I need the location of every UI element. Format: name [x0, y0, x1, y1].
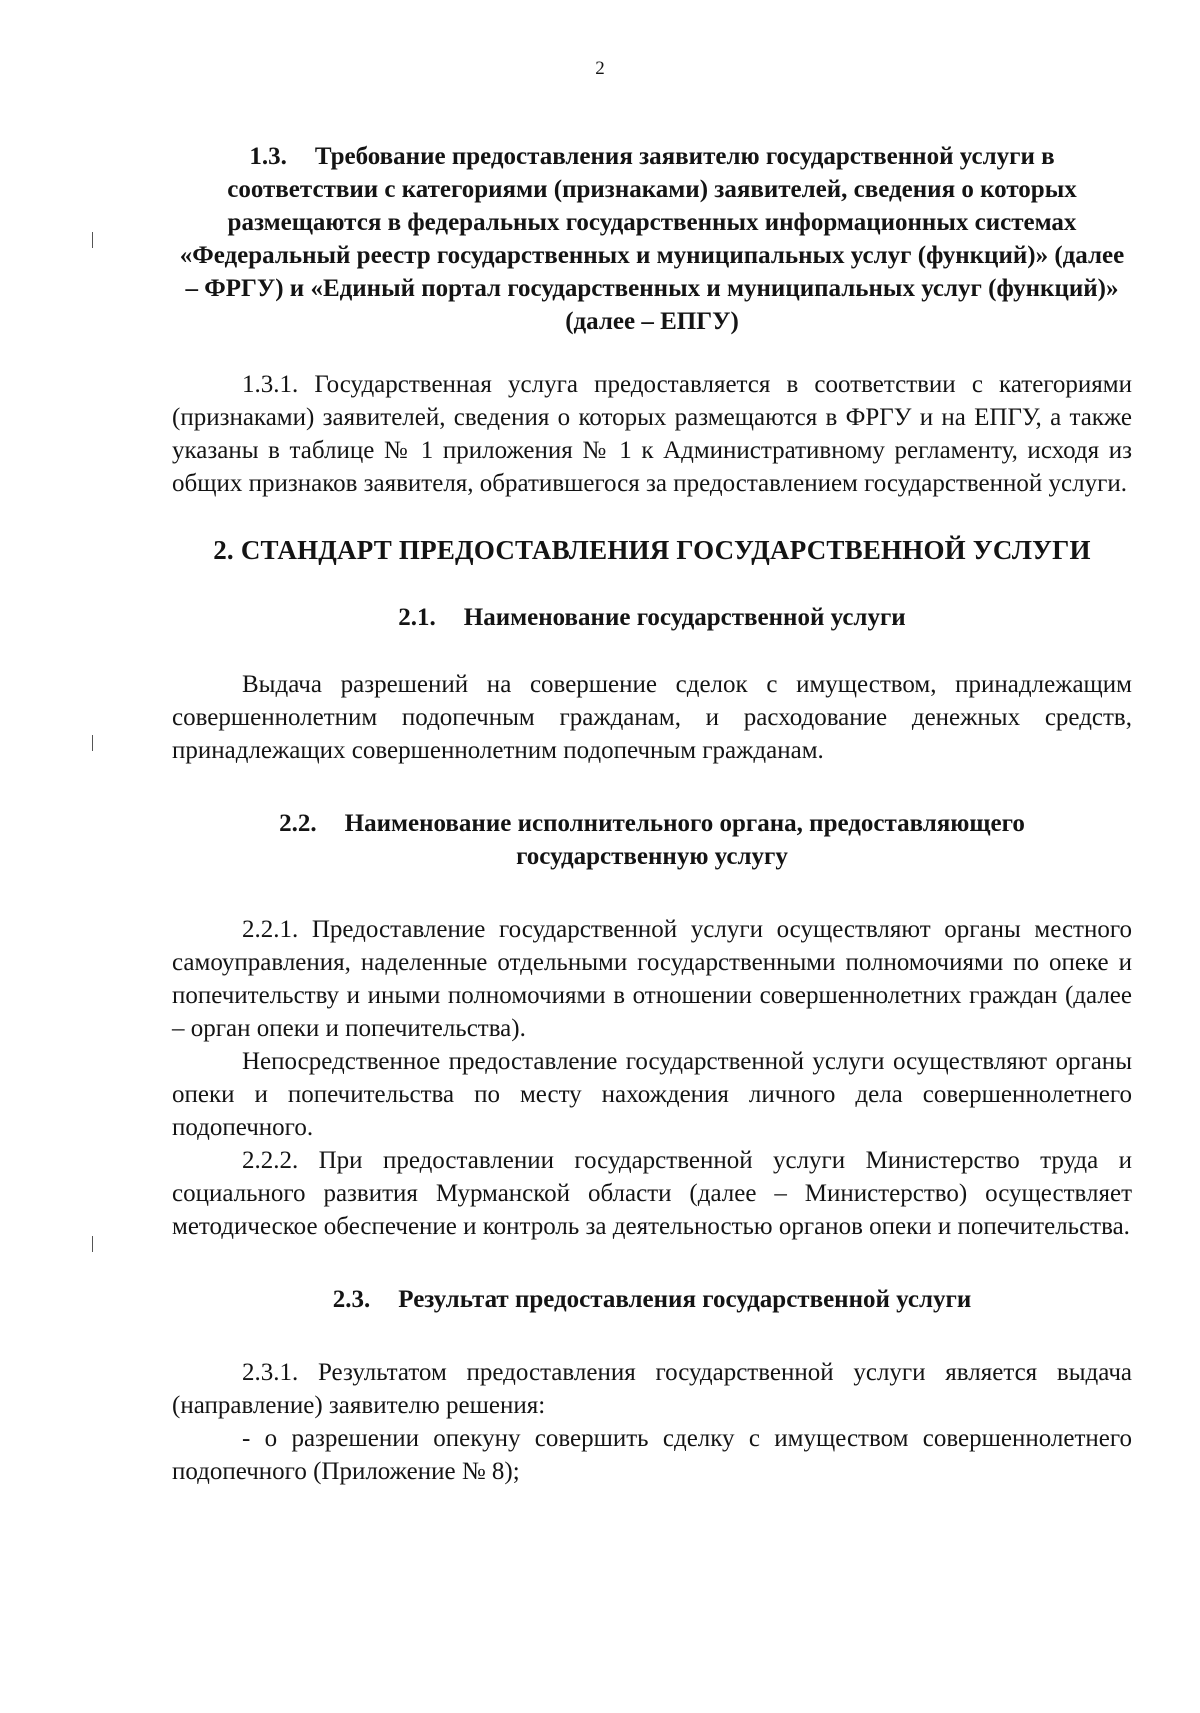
paragraph-2-3-1: 2.3.1. Результатом предоставления государственной услуги является выдача (направление) заявителю решения: [172, 1359, 1132, 1419]
paragraph-1-3-1: 1.3.1. Государственная услуга предоставляется в соответствии с категориями (признаками) заявителей, сведения о которых размещаются в ФРГУ и на ЕПГУ, а также указаны в таблице № 1 приложения № 1 к Административному регламенту, исходя из общих признаков заявителя, обратившегося за предоставлением государственной услуги. [172, 371, 1132, 497]
heading-1-3 [172, 140, 1132, 338]
document-body [172, 140, 1132, 1488]
heading-number: 2.2. [279, 810, 317, 837]
paragraph-2-2-1-b: Непосредственное предоставление государственной услуги осуществляют органы опеки и попечительства по месту нахождения личного дела совершеннолетнего подопечного. [172, 1048, 1132, 1141]
paragraph-2-1: Выдача разрешений на совершение сделок с имуществом, принадлежащим совершеннолетним подопечным гражданам, и расходование денежных средств, принадлежащих совершеннолетним подопечным гражданам. [172, 671, 1132, 764]
heading-title: Результат предоставления государственной услуги [398, 1286, 972, 1313]
margin-mark [92, 232, 93, 248]
heading-2-1 [172, 601, 1132, 634]
page-number: 2 [595, 58, 605, 79]
paragraph-2-3-1-item: - о разрешении опекуну совершить сделку с имуществом совершеннолетнего подопечного (Приложение № 8); [172, 1425, 1132, 1485]
paragraph-2-2-2: 2.2.2. При предоставлении государственной услуги Министерство труда и социального развития Мурманской области (далее – Министерство) осуществляет методическое обеспечение и контроль за деятельностью органов опеки и попечительства. [172, 1147, 1132, 1240]
heading-number: 1.3. [249, 143, 287, 170]
margin-mark [92, 1236, 93, 1252]
paragraph-2-2-1: 2.2.1. Предоставление государственной услуги осуществляют органы местного самоуправления, наделенные отдельными государственными полномочиями по опеке и попечительству и иными полномочиями в отношении совершеннолетних граждан (далее – орган опеки и попечительства). [172, 916, 1132, 1042]
heading-2-3 [172, 1283, 1132, 1316]
section-2-title: 2. СТАНДАРТ ПРЕДОСТАВЛЕНИЯ ГОСУДАРСТВЕННОЙ УСЛУГИ [213, 535, 1091, 565]
heading-number: 2.3. [332, 1286, 371, 1313]
heading-title: Требование предоставления заявителю государственной услуги в соответствии с категориями (признаками) заявителей, сведения о которых размещаются в федеральных государственных информационных системах «Федеральный реестр государственных и муниципальных услуг (функций)» (далее – ФРГУ) и «Единый портал государственных и муниципальных услуг (функций)» (далее – ЕПГУ) [179, 143, 1125, 335]
heading-title: Наименование исполнительного органа, предоставляющего государственную услугу [344, 810, 1025, 870]
heading-number: 2.1. [398, 604, 436, 631]
heading-2-2 [172, 807, 1132, 873]
heading-title: Наименование государственной услуги [463, 604, 906, 631]
margin-mark [92, 735, 93, 751]
